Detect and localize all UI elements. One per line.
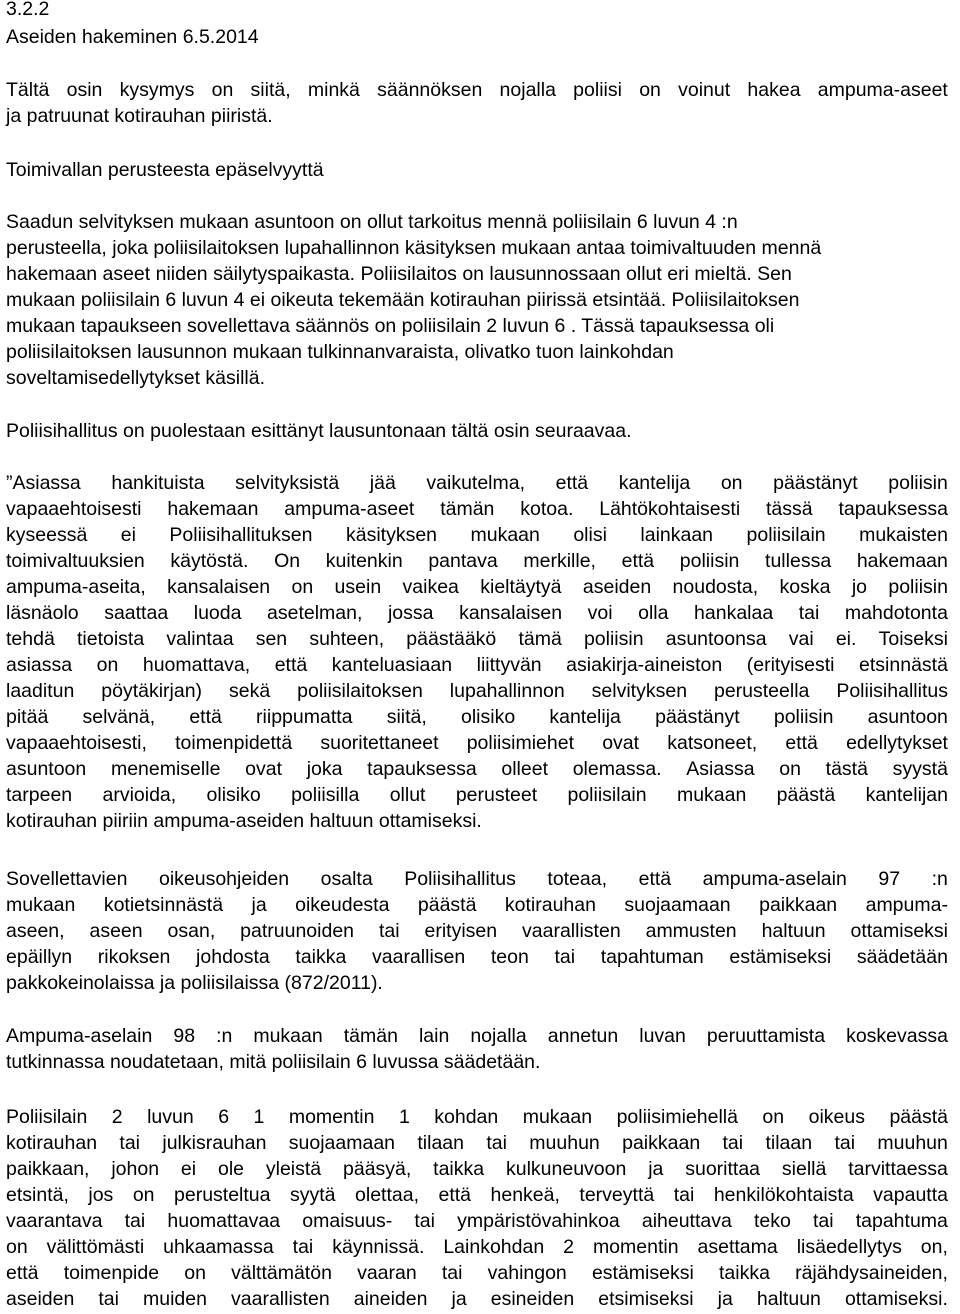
paragraph-line: epäillyn rikoksen johdosta taikka vaarallisen teon tai tapahtuman estämiseksi säädetään — [6, 946, 948, 968]
quote-line: läsnäolo saattaa luoda asetelman, jossa kansalaisen voi olla hankalaa tai mahdotonta — [6, 602, 948, 624]
quote-line: asuntoon menemiselle ovat joka tapauksessa olleet olemassa. Asiassa on tästä syystä — [6, 758, 948, 780]
quote-line: toimivaltuuksien käytöstä. On kuitenkin pantava merkille, että poliisin tullessa hakemaan — [6, 550, 948, 572]
paragraph-line: Sovellettavien oikeusohjeiden osalta Poliisihallitus toteaa, että ampuma-aselain 97 :n — [6, 868, 948, 890]
quote-line: asiassa on huomattava, että kanteluasiaan liittyvän asiakirja-aineiston (erityisesti etsinnästä — [6, 654, 948, 676]
paragraph-line: ja patruunat kotirauhan piiristä. — [6, 105, 273, 127]
paragraph-line: vaarantava tai huomattavaa omaisuus- tai ympäristövahinkoa aiheuttava teko tai tapahtuma — [6, 1210, 948, 1232]
subheading: Toimivallan perusteesta epäselvyyttä — [6, 159, 324, 181]
paragraph-line: Tältä osin kysymys on siitä, minkä säännöksen nojalla poliisi on voinut hakea ampuma-aseet — [6, 79, 948, 101]
paragraph-line: soveltamisedellytykset käsillä. — [6, 367, 266, 389]
paragraph-line: tutkinnassa noudatetaan, mitä poliisilain 6 luvussa säädetään. — [6, 1051, 541, 1073]
paragraph-line: Poliisihallitus on puolestaan esittänyt lausuntonaan tältä osin seuraavaa. — [6, 420, 632, 442]
paragraph-line: mukaan kotietsinnästä ja oikeudesta päästä kotirauhan suojaamaan paikkaan ampuma- — [6, 894, 948, 916]
paragraph-line: Saadun selvityksen mukaan asuntoon on ollut tarkoitus mennä poliisilain 6 luvun 4 :n — [6, 211, 738, 233]
quote-line: vapaaehtoisesti hakemaan ampuma-aseet tämän kotoa. Lähtökohtaisesti tässä tapauksessa — [6, 498, 948, 520]
quote-line: tehdä tietoista valintaa sen suhteen, päästääkö tämä poliisin asuntoonsa vai ei. Toiseksi — [6, 628, 948, 650]
paragraph-line: paikkaan, johon ei ole yleistä pääsyä, taikka kulkuneuvoon ja suorittaa siellä tarvittaessa — [6, 1158, 948, 1180]
paragraph-line: mukaan tapaukseen sovellettava säännös on poliisilain 2 luvun 6 . Tässä tapauksessa oli — [6, 315, 775, 337]
quote-line: kotirauhan piiriin ampuma-aseiden haltuun ottamiseksi. — [6, 810, 482, 832]
quote-line: vapaaehtoisesti, toimenpidettä suoritettaneet poliisimiehet ovat katsoneet, että edellytykset — [6, 732, 948, 754]
paragraph-line: Ampuma-aselain 98 :n mukaan tämän lain nojalla annetun luvan peruuttamista koskevassa — [6, 1025, 948, 1047]
paragraph-line: aseen, aseen osan, patruunoiden tai erityisen vaarallisten ammusten haltuun ottamiseksi — [6, 920, 948, 942]
paragraph-line: etsintä, jos on perusteltua syytä olettaa, että henkeä, terveyttä tai henkilökohtaista vapautta — [6, 1184, 948, 1206]
section-title: Aseiden hakeminen 6.5.2014 — [6, 26, 259, 48]
quote-line: kyseessä ei Poliisihallituksen käsityksen mukaan olisi lainkaan poliisilain mukaisten — [6, 524, 948, 546]
paragraph-line: pakkokeinolaissa ja poliisilaissa (872/2011). — [6, 972, 383, 994]
paragraph-line: että toimenpide on välttämätön vaaran tai vahingon estämiseksi taikka räjähdysaineiden, — [6, 1262, 948, 1284]
paragraph-line: hakemaan aseet niiden säilytyspaikasta. Poliisilaitos on lausunnossaan ollut eri mieltä. Sen — [6, 263, 792, 285]
quote-line: laaditun pöytäkirjan) sekä poliisilaitoksen lupahallinnon selvityksen perusteella Poliisihallitus — [6, 680, 948, 702]
paragraph-line: mukaan poliisilain 6 luvun 4 ei oikeuta tekemään kotirauhan piirissä etsintää. Poliisilaitoksen — [6, 289, 800, 311]
paragraph-line: aseiden tai muiden vaarallisten aineiden ja esineiden etsimiseksi ja haltuun ottamiseksi. — [6, 1288, 948, 1310]
paragraph-line: perusteella, joka poliisilaitoksen lupahallinnon käsityksen mukaan antaa toimivaltuuden mennä — [6, 237, 822, 259]
quote-line: ampuma-aseita, kansalaisen on usein vaikea kieltäytyä aseiden noudosta, koska jo poliisin — [6, 576, 948, 598]
section-number: 3.2.2 — [6, 0, 50, 20]
paragraph-line: kotirauhan tai julkisrauhan suojaamaan tilaan tai muuhun paikkaan tai tilaan tai muuhun — [6, 1132, 948, 1154]
quote-line: tarpeen arvioida, olisiko poliisilla ollut perusteet poliisilain mukaan päästä kantelijan — [6, 784, 948, 806]
quote-line: ”Asiassa hankituista selvityksistä jää vaikutelma, että kantelija on päästänyt poliisin — [6, 472, 948, 494]
quote-line: pitää selvänä, että riippumatta siitä, olisiko kantelija päästänyt poliisin asuntoon — [6, 706, 948, 728]
paragraph-line: Poliisilain 2 luvun 6 1 momentin 1 kohdan mukaan poliisimiehellä on oikeus päästä — [6, 1106, 948, 1128]
paragraph-line: on välittömästi uhkaamassa tai käynnissä. Lainkohdan 2 momentin asettama lisäedellytys on, — [6, 1236, 948, 1258]
paragraph-line: poliisilaitoksen lausunnon mukaan tulkinnanvaraista, olivatko tuon lainkohdan — [6, 341, 674, 363]
